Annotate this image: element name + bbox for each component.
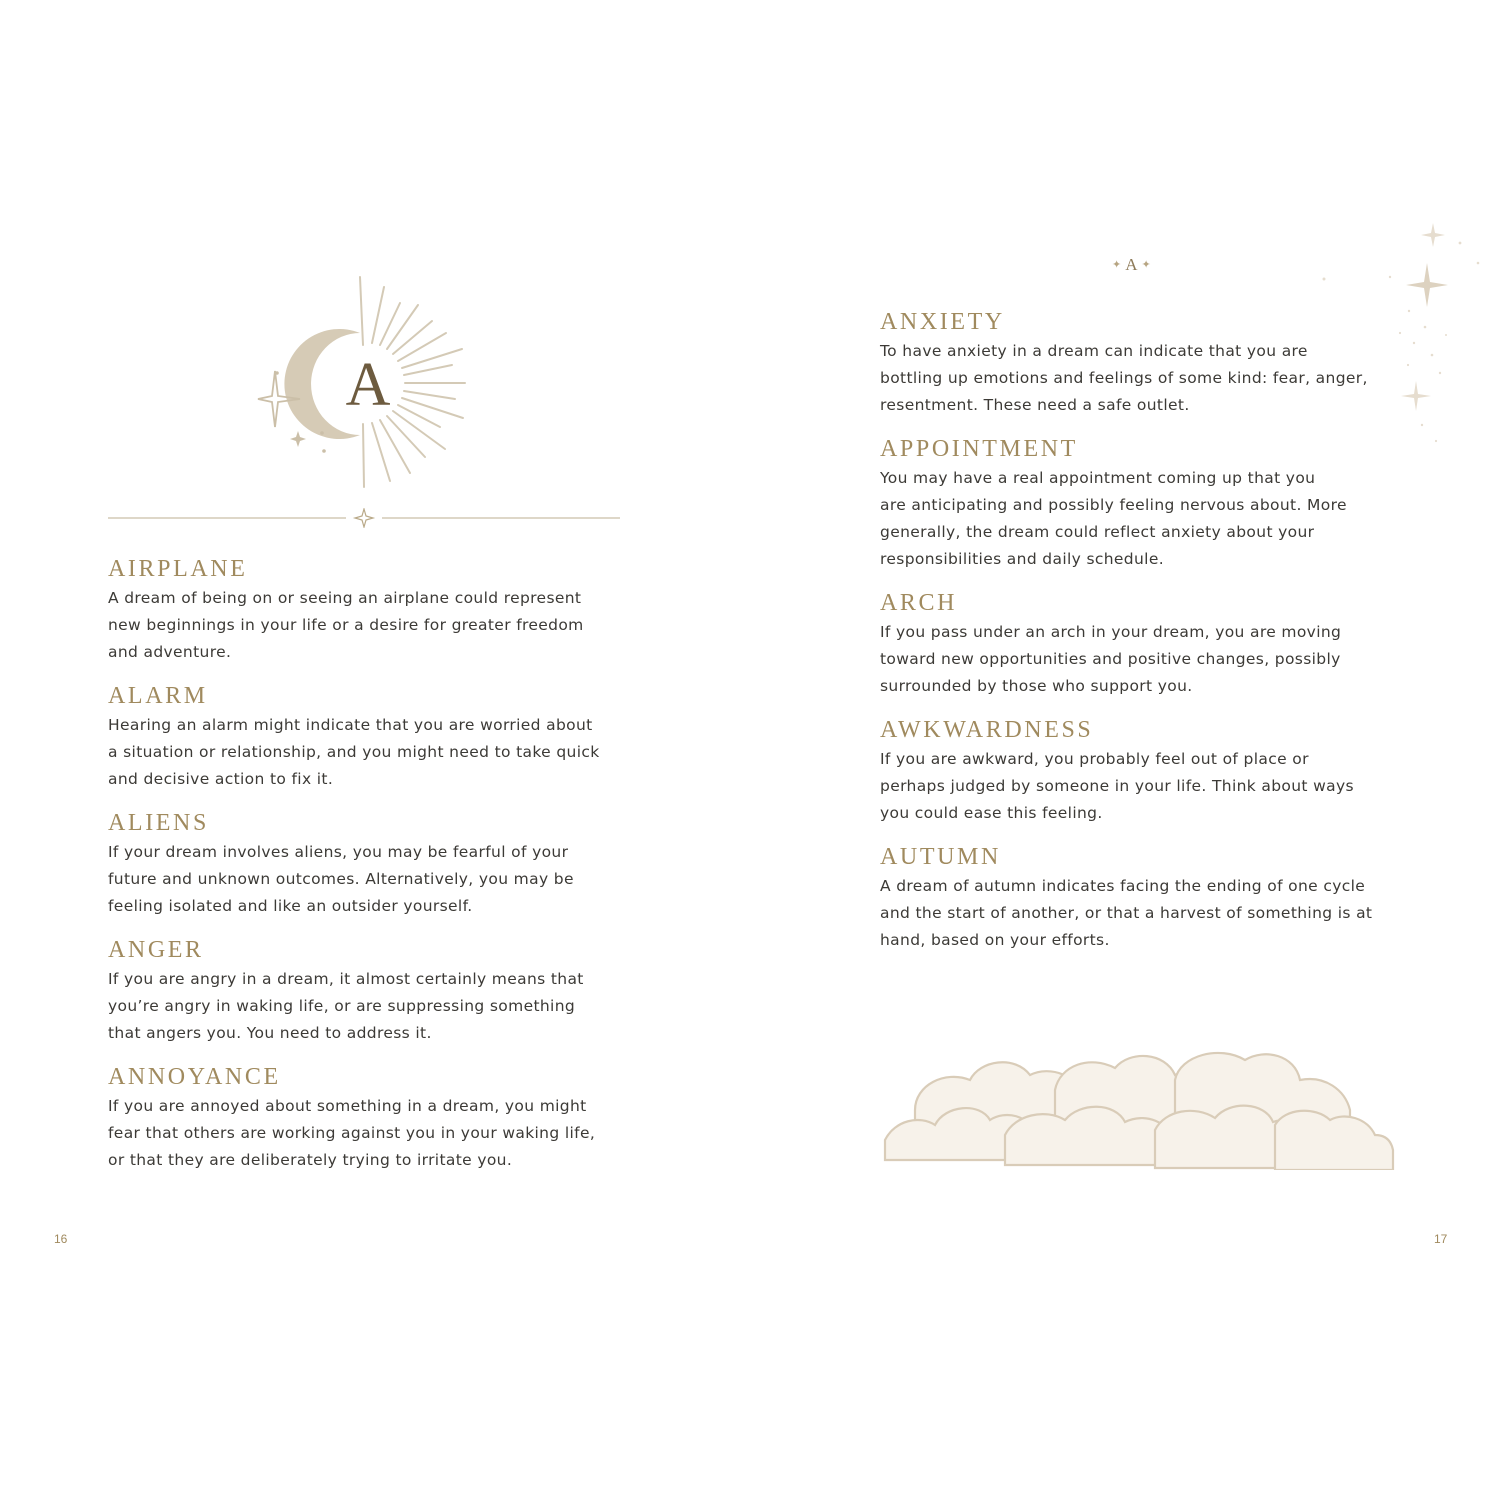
dictionary-entry bbox=[108, 682, 628, 793]
entry-term: APPOINTMENT bbox=[880, 436, 1078, 462]
sparkle-icon bbox=[1421, 223, 1445, 247]
entry-definition: A dream of being on or seeing an airplane could represent new beginnings in your life or a desire for greater freedom and adventure. bbox=[108, 589, 584, 661]
dot-icon bbox=[322, 449, 326, 453]
entry-definition: If you are annoyed about something in a dream, you might fear that others are working against you in your waking life, or that they are deliberately trying to irritate you. bbox=[108, 1097, 596, 1169]
running-head bbox=[1108, 255, 1155, 275]
entry-term: ALIENS bbox=[108, 810, 209, 836]
sparkle-icon bbox=[290, 431, 306, 447]
entry-term: AUTUMN bbox=[880, 844, 1001, 870]
ornamental-divider bbox=[108, 508, 620, 528]
dictionary-entry bbox=[108, 555, 628, 666]
entry-definition: If you are awkward, you probably feel out of place or perhaps judged by someone in your life. Think about ways you could ease this feeling. bbox=[880, 750, 1354, 822]
entry-term: ARCH bbox=[880, 590, 958, 616]
entry-definition: Hearing an alarm might indicate that you are worried about a situation or relationship, and you might need to take quick and decisive action to fix it. bbox=[108, 716, 600, 788]
emblem-letter: A bbox=[345, 351, 391, 419]
entry-definition: A dream of autumn indicates facing the ending of one cycle and the start of another, or that a harvest of something is at hand, based on your efforts. bbox=[880, 877, 1373, 949]
right-page bbox=[750, 0, 1500, 1500]
dot-icon bbox=[320, 431, 324, 435]
page-number: 17 bbox=[1434, 1232, 1448, 1246]
entry-term: ANGER bbox=[108, 937, 204, 963]
running-head-letter: A bbox=[1125, 255, 1138, 274]
sparkle-icon bbox=[1406, 263, 1448, 307]
dictionary-entry bbox=[108, 809, 628, 920]
entry-term: AWKWARDNESS bbox=[880, 717, 1094, 743]
dictionary-entry bbox=[880, 843, 1400, 954]
dictionary-entry bbox=[108, 1063, 628, 1174]
entry-term: ALARM bbox=[108, 683, 208, 709]
dot-icon bbox=[275, 371, 279, 375]
entry-term: ANXIETY bbox=[880, 309, 1005, 335]
entry-term: ANNOYANCE bbox=[108, 1064, 281, 1090]
entry-definition: You may have a real appointment coming up that you are anticipating and possibly feeling nervous about. More generally, the dream could reflect anxiety about your responsibilities and daily schedule. bbox=[880, 469, 1347, 568]
sparkle-icon: ✦ bbox=[1141, 259, 1151, 271]
dictionary-entry bbox=[880, 308, 1400, 419]
page-number: 16 bbox=[54, 1232, 68, 1246]
dictionary-entry bbox=[108, 936, 628, 1047]
entry-list bbox=[880, 308, 1400, 970]
entry-definition: If your dream involves aliens, you may be fearful of your future and unknown outcomes. Alternatively, you may be feeling isolated and like an outsider yourself. bbox=[108, 843, 574, 915]
dictionary-entry bbox=[880, 589, 1400, 700]
entry-definition: If you pass under an arch in your dream, you are moving toward new opportunities and positive changes, possibly surrounded by those who support you. bbox=[880, 623, 1342, 695]
letter-emblem bbox=[250, 265, 480, 495]
entry-term: AIRPLANE bbox=[108, 556, 248, 582]
sparkle-icon bbox=[1401, 381, 1431, 411]
dictionary-entry bbox=[880, 716, 1400, 827]
entry-definition: To have anxiety in a dream can indicate that you are bottling up emotions and feelings of some kind: fear, anger, resentment. These need a safe outlet. bbox=[880, 342, 1368, 414]
sparkle-icon: ✦ bbox=[1112, 259, 1122, 271]
entry-list bbox=[108, 555, 628, 1190]
entry-definition: If you are angry in a dream, it almost certainly means that you’re angry in waking life, or are suppressing something that angers you. You need to address it. bbox=[108, 970, 584, 1042]
sparkle-icon bbox=[355, 509, 373, 527]
dictionary-entry bbox=[880, 435, 1400, 573]
cloud-illustration bbox=[875, 1040, 1395, 1180]
